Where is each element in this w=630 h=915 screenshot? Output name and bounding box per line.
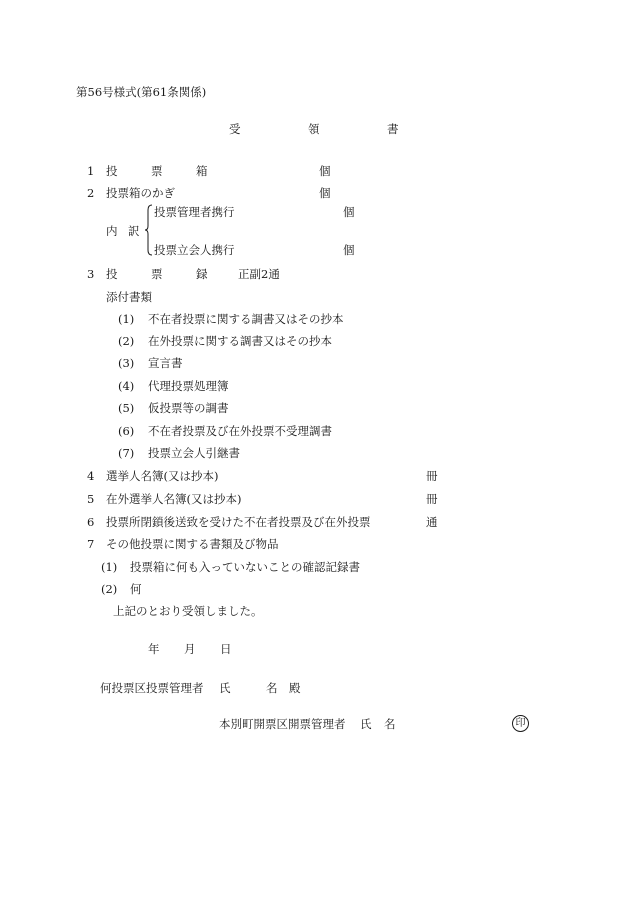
attachment-1-label: 不在者投票に関する調書又はその抄本	[148, 312, 344, 326]
item-1-label-3: 箱	[196, 164, 208, 178]
recipient-name-label-2: 名	[266, 681, 278, 695]
item-2-number: 2	[87, 186, 95, 200]
item-4-label: 選挙人名簿(又は抄本)	[106, 469, 219, 483]
sender-name-label-2: 名	[384, 717, 396, 731]
item-7-sub-1-number: (1)	[101, 560, 118, 574]
item-3-number: 3	[87, 267, 95, 281]
date-year: 年	[148, 642, 160, 656]
item-1-label-2: 票	[151, 164, 163, 178]
attachment-6-label: 不在者投票及び在外投票不受理調書	[148, 424, 332, 438]
item-6-number: 6	[87, 515, 95, 529]
breakdown-label-2: 訳	[128, 224, 140, 238]
item-3-copies: 正副2通	[238, 267, 280, 281]
date-day: 日	[220, 642, 232, 656]
item-2-label: 投票箱のかぎ	[106, 186, 175, 200]
recipient-role: 何投票区投票管理者	[100, 681, 204, 695]
attachments-title: 添付書類	[106, 290, 152, 304]
item-3-label-1: 投	[106, 267, 118, 281]
title-char-3: 書	[387, 122, 399, 136]
item-4-number: 4	[87, 469, 95, 483]
item-7-sub-2-label: 何	[130, 582, 142, 596]
item-1-number: 1	[87, 164, 95, 178]
form-number: 第56号様式(第61条関係)	[76, 85, 207, 99]
attachment-6-number: (6)	[118, 424, 135, 438]
seal-mark: 印	[512, 715, 529, 732]
item-4-unit: 冊	[426, 469, 438, 483]
attachment-2-label: 在外投票に関する調書又はその抄本	[148, 334, 332, 348]
item-7-sub-2-number: (2)	[101, 582, 118, 596]
attachment-7-number: (7)	[118, 446, 135, 460]
item-1-label-1: 投	[106, 164, 118, 178]
breakdown-row-1-unit: 個	[343, 205, 355, 219]
item-6-unit: 通	[426, 515, 438, 529]
attachment-2-number: (2)	[118, 334, 135, 348]
item-7-number: 7	[87, 537, 95, 551]
brace-icon	[145, 204, 153, 256]
attachment-3-label: 宣言書	[148, 356, 183, 370]
item-5-unit: 冊	[426, 492, 438, 506]
attachment-5-label: 仮投票等の調書	[148, 401, 229, 415]
item-3-label-2: 票	[151, 267, 163, 281]
item-3-label-3: 録	[196, 267, 208, 281]
item-7-sub-1-label: 投票箱に何も入っていないことの確認記録書	[130, 560, 360, 574]
item-5-number: 5	[87, 492, 95, 506]
title-char-2: 領	[308, 122, 320, 136]
attachment-1-number: (1)	[118, 312, 135, 326]
item-1-unit: 個	[319, 164, 331, 178]
date-month: 月	[184, 642, 196, 656]
attachment-4-label: 代理投票処理簿	[148, 379, 229, 393]
attachment-4-number: (4)	[118, 379, 135, 393]
item-5-label: 在外選挙人名簿(又は抄本)	[106, 492, 242, 506]
attachment-7-label: 投票立会人引継書	[148, 446, 240, 460]
breakdown-row-1-label: 投票管理者携行	[154, 205, 235, 219]
title-char-1: 受	[229, 122, 241, 136]
breakdown-row-2-unit: 個	[343, 243, 355, 257]
sender-role: 本別町開票区開票管理者	[219, 717, 346, 731]
sender-name-label-1: 氏	[360, 717, 372, 731]
attachment-5-number: (5)	[118, 401, 135, 415]
attachment-3-number: (3)	[118, 356, 135, 370]
breakdown-label-1: 内	[106, 224, 118, 238]
recipient-honorific: 殿	[289, 681, 301, 695]
item-6-label: 投票所閉鎖後送致を受けた不在者投票及び在外投票	[106, 515, 371, 529]
breakdown-row-2-label: 投票立会人携行	[154, 243, 235, 257]
closing-statement: 上記のとおり受領しました。	[113, 604, 263, 618]
item-7-label: その他投票に関する書類及び物品	[106, 537, 279, 551]
item-2-unit: 個	[319, 186, 331, 200]
recipient-name-label-1: 氏	[219, 681, 231, 695]
